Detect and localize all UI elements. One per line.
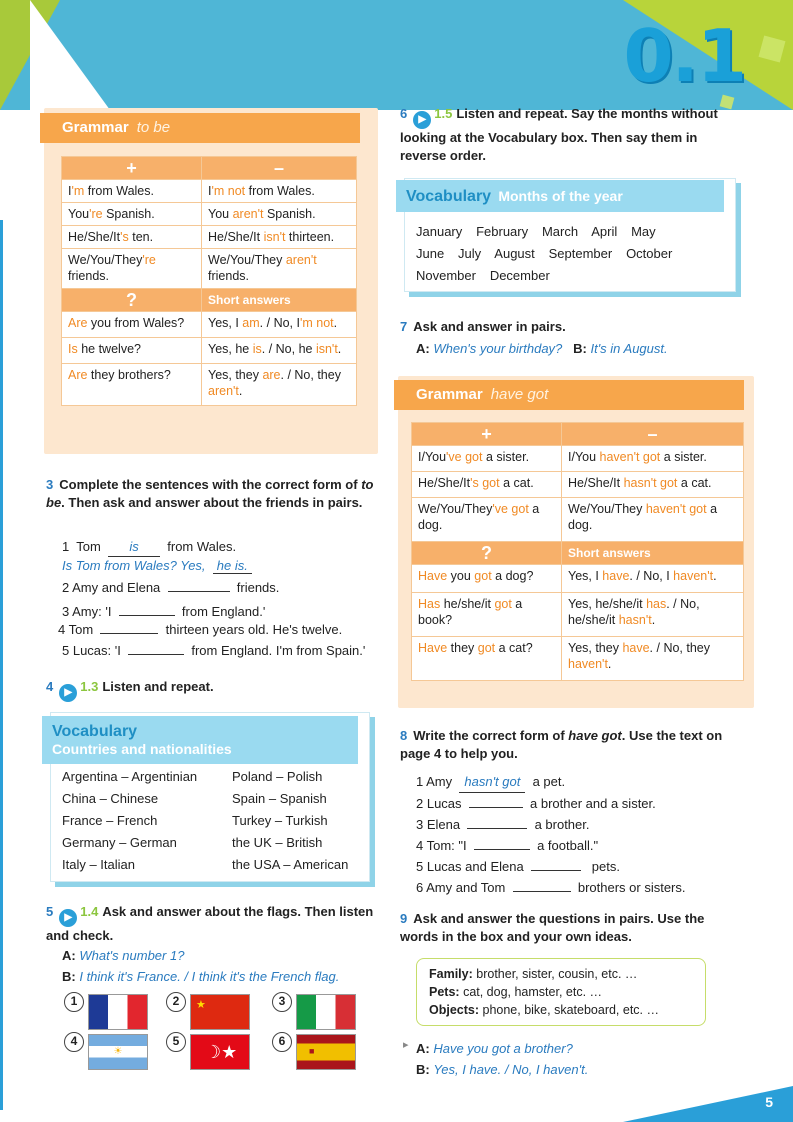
exercise-5-a: A: What's number 1?	[62, 948, 185, 963]
list-item: 6 Amy and Tom brothers or sisters.	[416, 880, 686, 895]
answer-blank[interactable]	[100, 622, 158, 634]
list-item: 2 Lucas a brother and a sister.	[416, 796, 656, 811]
list-item: Italy – Italian	[62, 857, 135, 872]
table-row: He/She/It's got a cat. He/She/It hasn't got a cat.	[412, 472, 744, 498]
list-item: 4 Tom: "I a football."	[416, 838, 599, 853]
table-row: We/You/They've got a dog. We/You/They haven't got a dog.	[412, 498, 744, 542]
table-row: Has he/she/it got a book? Yes, he/she/it has. / No, he/she/it hasn't.	[412, 593, 744, 637]
exercise-8-lines	[416, 771, 686, 898]
list-item: Spain – Spanish	[232, 791, 327, 806]
list-item: 3 Elena a brother.	[416, 817, 590, 832]
exercise-6: 6 ▶ 1.5 Listen and repeat. Say the months without looking at the Vocabulary box. Then say them in reverse order.	[400, 106, 718, 163]
table-row: Are they brothers? Yes, they are. / No, they aren't.	[62, 364, 357, 406]
exercise-3-example: Is Tom from Wales? Yes, he is.	[62, 557, 252, 575]
list-item: the USA – American	[232, 857, 349, 872]
table-row: He/She/It's ten. He/She/It isn't thirteen.	[62, 226, 357, 249]
page-number: 5	[765, 1094, 773, 1110]
short-answers-header: Short answers	[562, 542, 744, 565]
table-row: I/You've got a sister. I/You haven't got a sister.	[412, 446, 744, 472]
exercise-7: 7 Ask and answer in pairs.	[400, 319, 566, 334]
china-flag-icon: ★	[190, 994, 250, 1030]
plus-header: +	[62, 157, 202, 180]
grammar-have-got-table	[411, 422, 744, 681]
list-item: China – Chinese	[62, 791, 159, 806]
vocab-months-title: Vocabulary Months of the year	[396, 180, 724, 212]
audio-icon[interactable]: ▶	[59, 909, 77, 927]
vocab-countries-title: Vocabulary Countries and nationalities	[42, 716, 358, 764]
answer-blank[interactable]	[474, 838, 530, 850]
answer-blank[interactable]	[168, 580, 230, 592]
exercise-3-line-4: 4 Tom thirteen years old. He's twelve.	[58, 622, 343, 637]
vocab-countries-right	[232, 766, 370, 876]
list-item: 1 Amy hasn't got a pet.	[416, 771, 686, 793]
exercise-3-line-3: 3 Amy: 'I from England.'	[62, 604, 266, 619]
question-header: ?	[412, 542, 562, 565]
minus-header: –	[562, 423, 744, 446]
flag-number: 6	[272, 1032, 292, 1052]
banner-white-stripe	[30, 0, 110, 110]
exercise-3-line-5: 5 Lucas: 'I from England. I'm from Spain.'	[62, 643, 366, 658]
flag-number: 1	[64, 992, 84, 1012]
arrow-icon: ▸	[403, 1039, 409, 1051]
table-row: You're Spanish. You aren't Spanish.	[62, 203, 357, 226]
question-header: ?	[62, 289, 202, 312]
answer-blank[interactable]	[513, 880, 571, 892]
unit-number: 0.1	[623, 14, 745, 98]
grammar-to-be-title: Grammar to be	[40, 113, 360, 143]
list-item: Turkey – Turkish	[232, 813, 328, 828]
exercise-5-b: B: I think it's France. / I think it's the French flag.	[62, 969, 340, 984]
list-item: Germany – German	[62, 835, 177, 850]
answer-blank[interactable]	[469, 796, 523, 808]
exercise-3-instructions: 3 Complete the sentences with the correct form of to be. Then ask and answer about the friends in pairs.	[46, 477, 374, 510]
table-row: I'm from Wales. I'm not from Wales.	[62, 180, 357, 203]
ideas-box: Family: brother, sister, cousin, etc. … Pets: cat, dog, hamster, etc. … Objects: phone, bike, skateboard, etc. …	[416, 958, 706, 1026]
answer-blank[interactable]	[467, 817, 527, 829]
exercise-5: 5 ▶ 1.4 Ask and answer about the flags. Then listen and check.	[46, 904, 374, 943]
footer-band	[0, 1086, 793, 1122]
exercise-9: 9 Ask and answer the questions in pairs. Use the words in the box and your own ideas.	[400, 911, 705, 944]
spain-flag-icon: ■	[296, 1034, 356, 1070]
exercise-3-line-1: 1 Tom is from Wales.	[62, 538, 236, 557]
table-row: Have you got a dog? Yes, I have. / No, I haven't.	[412, 565, 744, 593]
audio-icon[interactable]: ▶	[413, 111, 431, 129]
table-row: We/You/They're friends. We/You/They aren't friends.	[62, 249, 357, 289]
flag-number: 5	[166, 1032, 186, 1052]
table-row: Is he twelve? Yes, he is. / No, he isn't.	[62, 338, 357, 364]
list-item: 5 Lucas and Elena pets.	[416, 859, 620, 874]
vocab-countries-left	[62, 766, 222, 876]
vocab-months-list: January February March April May June July August September October November December	[416, 224, 673, 283]
exercise-8-instructions: 8 Write the correct form of have got. Use the text on page 4 to help you.	[400, 728, 723, 761]
argentina-flag-icon: ☀	[88, 1034, 148, 1070]
exercise-4: 4 ▶ 1.3 Listen and repeat.	[46, 678, 214, 702]
france-flag-icon	[88, 994, 148, 1030]
grammar-have-got-title: Grammar have got	[394, 380, 744, 410]
list-item: Argentina – Argentinian	[62, 769, 198, 784]
short-answers-header: Short answers	[202, 289, 357, 312]
answer-blank[interactable]: hasn't got	[459, 771, 525, 793]
exercise-7-dialogue: A: When's your birthday? B: It's in August.	[416, 341, 668, 356]
answer-blank[interactable]: is	[108, 538, 160, 557]
plus-header: +	[412, 423, 562, 446]
audio-icon[interactable]: ▶	[59, 684, 77, 702]
side-rule	[0, 220, 3, 1110]
italy-flag-icon	[296, 994, 356, 1030]
answer-blank[interactable]	[531, 859, 581, 871]
flag-number: 2	[166, 992, 186, 1012]
flag-number: 3	[272, 992, 292, 1012]
exercise-3-line-2: 2 Amy and Elena friends.	[62, 580, 280, 595]
table-row: Are you from Wales? Yes, I am. / No, I'm not.	[62, 312, 357, 338]
list-item: Poland – Polish	[232, 769, 323, 784]
exercise-9-dialogue: A: Have you got a brother? B: Yes, I have. / No, I haven't.	[416, 1041, 589, 1077]
table-row: Have they got a cat? Yes, they have. / No, they haven't.	[412, 637, 744, 681]
turkey-flag-icon: ☽★	[190, 1034, 250, 1070]
list-item: France – French	[62, 813, 158, 828]
answer-blank[interactable]	[128, 643, 184, 655]
list-item: the UK – British	[232, 835, 323, 850]
answer-blank[interactable]	[119, 604, 175, 616]
flag-number: 4	[64, 1032, 84, 1052]
minus-header: –	[202, 157, 357, 180]
grammar-to-be-table	[61, 156, 357, 406]
